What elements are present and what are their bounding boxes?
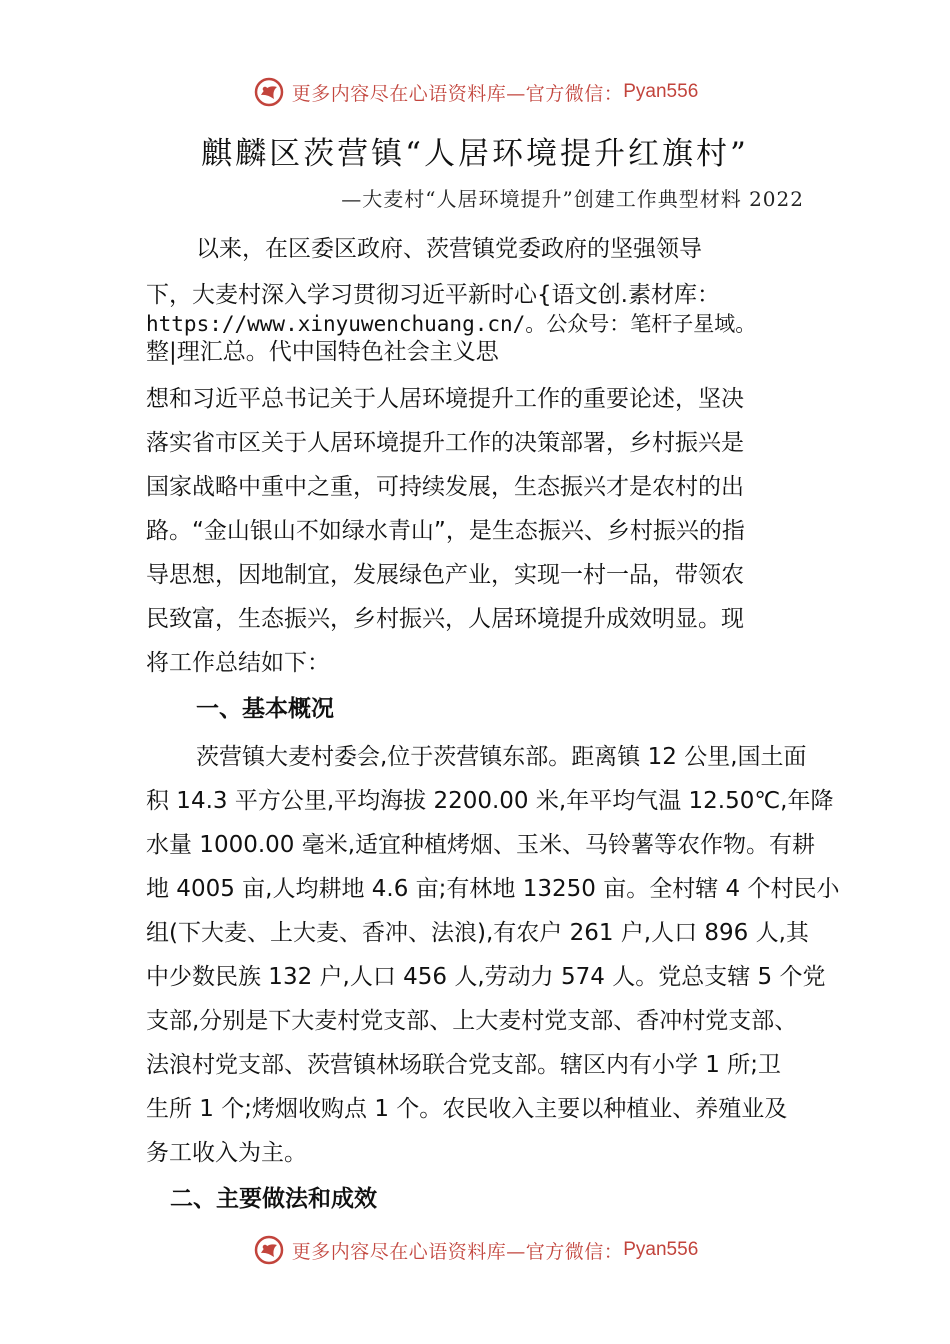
paragraph-line: 生所 1 个;烤烟收购点 1 个。农民收入主要以种植业、养殖业及 bbox=[146, 1096, 788, 1122]
paragraph-line: 想和习近平总书记关于人居环境提升工作的重要论述，坚决 bbox=[146, 386, 744, 412]
paragraph-line: 下，大麦村深入学习贯彻习近平新时心{语文创.素材库： bbox=[146, 282, 720, 308]
document-subtitle: —大麦村“人居环境提升”创建工作典型材料 2022 bbox=[341, 187, 804, 211]
banner-text: 更多内容尽在心语资料库—官方微信： bbox=[291, 82, 624, 105]
paragraph-line: 以来，在区委区政府、茨营镇党委政府的坚强领导 bbox=[196, 236, 702, 262]
section-heading: 一、基本概况 bbox=[196, 696, 334, 722]
banner-text: 更多内容尽在心语资料库—官方微信： bbox=[291, 1240, 624, 1263]
footer-banner bbox=[0, 1230, 950, 1270]
banner-wechat-id: Pyan556 bbox=[623, 1239, 699, 1260]
paragraph-line: 支部,分别是下大麦村党支部、上大麦村党支部、香冲村党支部、 bbox=[146, 1008, 798, 1034]
paragraph-line: 务工收入为主。 bbox=[146, 1140, 307, 1166]
paragraph-line: 民致富，生态振兴，乡村振兴，人居环境提升成效明显。现 bbox=[146, 606, 744, 632]
paragraph-line: 地 4005 亩,人均耕地 4.6 亩;有林地 13250 亩。全村辖 4 个村民小 bbox=[146, 876, 840, 902]
section-heading: 二、主要做法和成效 bbox=[170, 1186, 377, 1212]
paragraph-line: 组(下大麦、上大麦、香冲、法浪),有农户 261 户,人口 896 人,其 bbox=[146, 920, 809, 946]
paragraph-line: 国家战略中重中之重，可持续发展，生态振兴才是农村的出 bbox=[146, 474, 744, 500]
document-title: 麒麟区茨营镇“人居环境提升红旗村” bbox=[201, 136, 749, 172]
paragraph-line: 整|理汇总。代中国特色社会主义思 bbox=[146, 339, 499, 365]
paragraph-line: 水量 1000.00 毫米,适宜种植烤烟、玉米、马铃薯等农作物。有耕 bbox=[146, 832, 816, 858]
paragraph-line: 落实省市区关于人居环境提升工作的决策部署，乡村振兴是 bbox=[146, 430, 744, 456]
paragraph-line: 将工作总结如下： bbox=[146, 650, 330, 676]
paragraph-line: 中少数民族 132 户,人口 456 人,劳动力 574 人。党总支辖 5 个党 bbox=[146, 964, 826, 990]
banner-wechat-id: Pyan556 bbox=[623, 81, 699, 102]
brand-logo-icon bbox=[252, 75, 286, 109]
paragraph-line: 法浪村党支部、茨营镇林场联合党支部。辖区内有小学 1 所;卫 bbox=[146, 1052, 782, 1078]
paragraph-line: 茨营镇大麦村委会,位于茨营镇东部。距离镇 12 公里,国土面 bbox=[196, 744, 807, 770]
header-banner bbox=[0, 72, 950, 112]
paragraph-line: 路。“金山银山不如绿水青山”，是生态振兴、乡村振兴的指 bbox=[146, 518, 745, 544]
paragraph-line: https://www.xinyuwenchuang.cn/。公众号：笔杆子星域。 bbox=[146, 312, 757, 336]
paragraph-line: 导思想，因地制宜，发展绿色产业，实现一村一品，带领农 bbox=[146, 562, 744, 588]
brand-logo-icon bbox=[252, 1233, 286, 1267]
paragraph-line: 积 14.3 平方公里,平均海拔 2200.00 米,年平均气温 12.50℃,年降 bbox=[146, 788, 834, 814]
